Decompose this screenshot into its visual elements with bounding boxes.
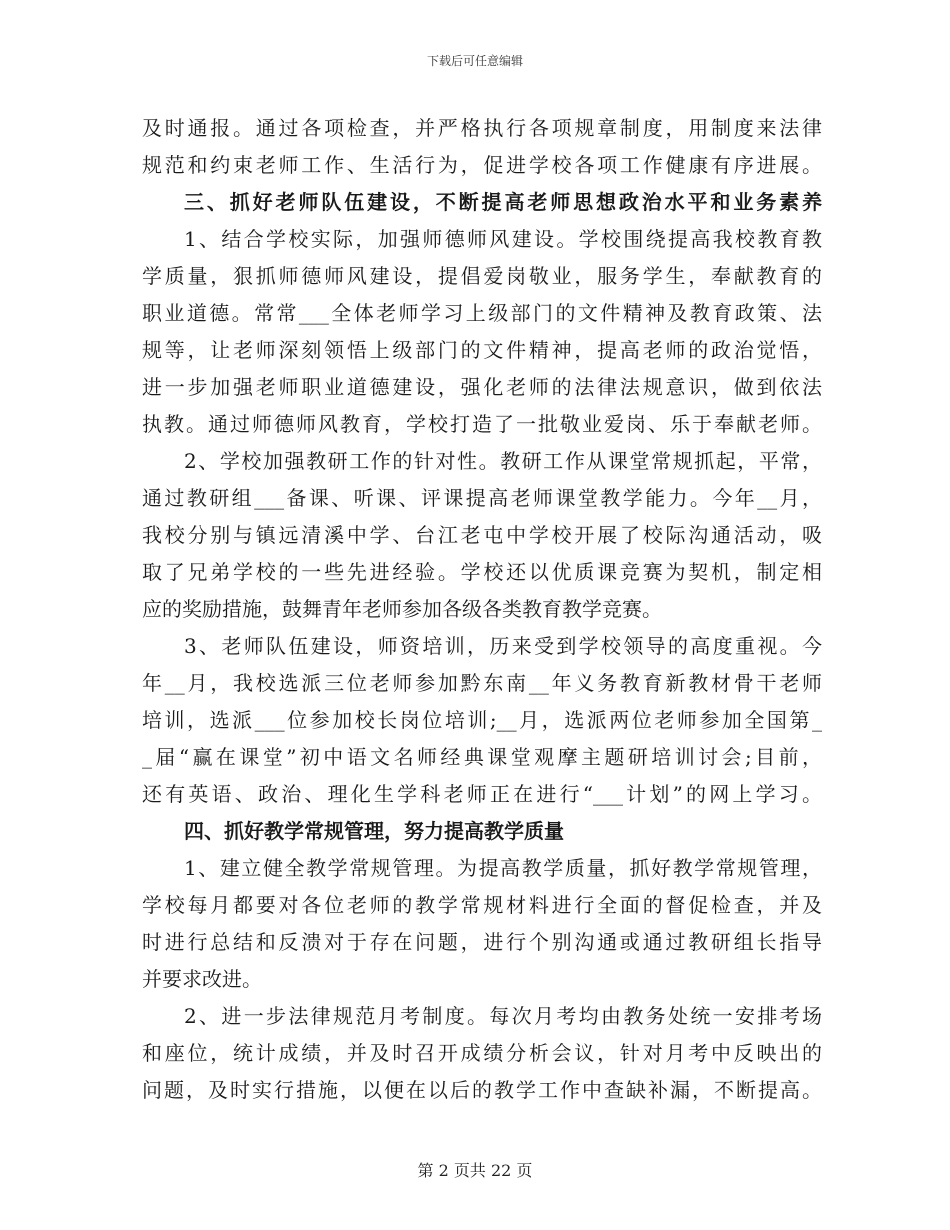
text-line: 及时通报。通过各项检查，并严格执行各项规章制度，用制度来法律 bbox=[142, 116, 822, 140]
text-line: 并要求改进。 bbox=[142, 967, 262, 991]
text-line: 规范和约束老师工作、生活行为，促进学校各项工作健康有序进展。 bbox=[142, 153, 822, 177]
text-line: 职业道德。常常___全体老师学习上级部门的文件精神及教育政策、法 bbox=[142, 301, 822, 325]
paragraph-first-line: 3、老师队伍建设，师资培训，历来受到学校领导的高度重视。今 bbox=[184, 634, 822, 658]
paragraph-first-line: 1、建立健全教学常规管理。为提高教学质量，抓好教学常规管理， bbox=[184, 856, 822, 880]
document-body bbox=[142, 110, 822, 1109]
text-line: 还有英语、政治、理化生学科老师正在进行“___计划”的网上学习。 bbox=[142, 782, 822, 806]
text-line: 问题，及时实行措施，以便在以后的教学工作中查缺补漏，不断提高。 bbox=[142, 1078, 822, 1102]
paragraph-first-line: 2、学校加强教研工作的针对性。教研工作从课堂常规抓起，平常， bbox=[184, 449, 822, 473]
paragraph-first-line: 2、进一步法律规范月考制度。每次月考均由教务处统一安排考场 bbox=[184, 1004, 822, 1028]
text-line: 执教。通过师德师风教育，学校打造了一批敬业爱岗、乐于奉献老师。 bbox=[142, 412, 822, 436]
section-heading: 四、抓好教学常规管理，努力提高教学质量 bbox=[184, 819, 564, 843]
text-line: 取了兄弟学校的一些先进经验。学校还以优质课竞赛为契机，制定相 bbox=[142, 560, 822, 584]
text-line: 通过教研组___备课、听课、评课提高老师课堂教学能力。今年__月， bbox=[142, 486, 822, 510]
text-line: 进一步加强老师职业道德建设，强化老师的法律法规意识，做到依法 bbox=[142, 375, 822, 399]
text-line: 我校分别与镇远清溪中学、台江老屯中学校开展了校际沟通活动，吸 bbox=[142, 523, 822, 547]
text-line: _届“赢在课堂”初中语文名师经典课堂观摩主题研培训讨会;目前， bbox=[142, 745, 822, 769]
paragraph-first-line: 1、结合学校实际，加强师德师风建设。学校围绕提高我校教育教 bbox=[184, 227, 822, 251]
text-line: 年__月，我校选派三位老师参加黔东南__年义务教育新教材骨干老师 bbox=[142, 671, 822, 695]
text-line: 培训，选派___位参加校长岗位培训;__月，选派两位老师参加全国第_ bbox=[142, 708, 822, 732]
text-line: 时进行总结和反溃对于存在问题，进行个别沟通或通过教研组长指导 bbox=[142, 930, 822, 954]
text-line: 规等，让老师深刻领悟上级部门的文件精神，提高老师的政治觉悟， bbox=[142, 338, 822, 362]
text-line: 和座位，统计成绩，并及时召开成绩分析会议，针对月考中反映出的 bbox=[142, 1041, 822, 1065]
text-line: 学校每月都要对各位老师的教学常规材料进行全面的督促检查，并及 bbox=[142, 893, 822, 917]
page-header: 下载后可任意编辑 bbox=[426, 54, 523, 68]
text-line: 学质量，狠抓师德师风建设，提倡爱岗敬业，服务学生，奉献教育的 bbox=[142, 264, 822, 288]
page-number: 第 2 页共 22 页 bbox=[417, 1161, 533, 1180]
section-heading: 三、抓好老师队伍建设，不断提高老师思想政治水平和业务素养 bbox=[184, 190, 822, 214]
text-line: 应的奖励措施，鼓舞青年老师参加各级各类教育教学竞赛。 bbox=[142, 597, 662, 621]
